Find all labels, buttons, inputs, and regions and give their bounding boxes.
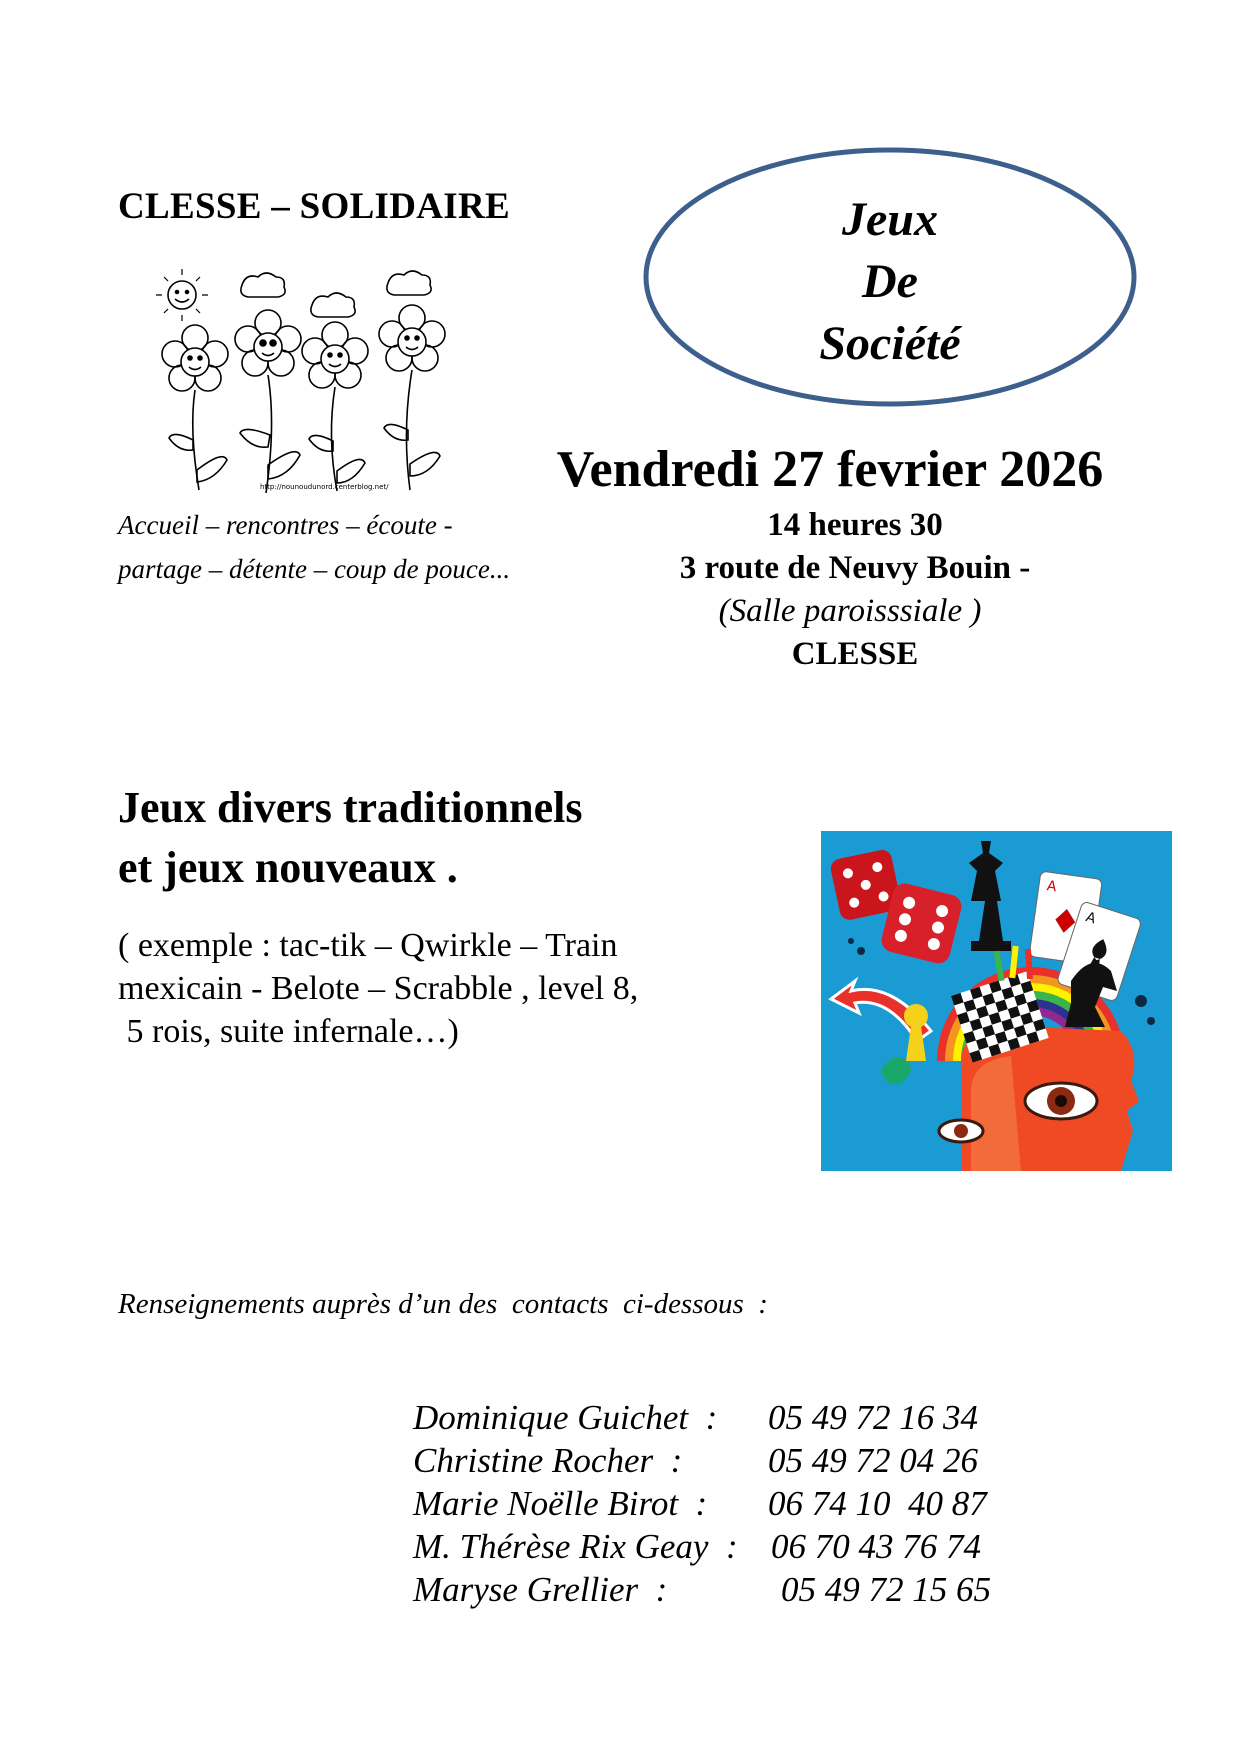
games-heading-line-2: et jeux nouveaux . bbox=[118, 843, 458, 892]
examples-line-1: ( exemple : tac-tik – Qwirkle – Train bbox=[118, 927, 618, 964]
event-time: 14 heures 30 bbox=[767, 507, 943, 543]
event-address: 3 route de Neuvy Bouin - bbox=[679, 550, 1031, 586]
contact-name: Christine Rocher : bbox=[413, 1441, 683, 1480]
event-title-line-1: Jeux bbox=[842, 193, 938, 246]
contact-phone: 05 49 72 16 34 bbox=[768, 1398, 978, 1437]
contact-phone: 05 49 72 15 65 bbox=[781, 1570, 991, 1609]
contact-phone: 05 49 72 04 26 bbox=[768, 1441, 978, 1480]
contact-phone: 06 70 43 76 74 bbox=[771, 1527, 981, 1566]
board-games-illustration bbox=[821, 831, 1172, 1171]
svg-text:A: A bbox=[1083, 909, 1098, 928]
contact-name: Marie Noëlle Birot : bbox=[413, 1484, 708, 1523]
tagline-line-1: Accueil – rencontres – écoute - bbox=[118, 510, 453, 540]
examples-line-3: 5 rois, suite infernale…) bbox=[118, 1013, 459, 1050]
games-heading-line-1: Jeux divers traditionnels bbox=[118, 783, 583, 832]
contact-phone: 06 74 10 40 87 bbox=[768, 1484, 987, 1523]
event-date: Vendredi 27 fevrier 2026 bbox=[556, 441, 1104, 498]
info-text: Renseignements auprès d’un des contacts ci-dessous : bbox=[118, 1288, 768, 1320]
organization-title: CLESSE – SOLIDAIRE bbox=[118, 186, 510, 227]
tagline-line-2: partage – détente – coup de pouce... bbox=[118, 554, 511, 584]
event-title bbox=[642, 0, 1138, 420]
flowers-caption: http://nounoudunord.centerblog.net/ bbox=[260, 483, 389, 491]
event-title-line-2: De bbox=[862, 255, 918, 308]
games-heading bbox=[118, 778, 582, 898]
games-examples bbox=[118, 924, 638, 1053]
flowers-illustration bbox=[150, 265, 480, 493]
event-title-line-3: Société bbox=[819, 317, 961, 370]
contact-name: Dominique Guichet : bbox=[413, 1398, 718, 1437]
event-room: (Salle paroisssiale ) bbox=[718, 593, 982, 629]
event-town: CLESSE bbox=[791, 636, 919, 672]
contact-name: M. Thérèse Rix Geay : bbox=[413, 1527, 738, 1566]
svg-text:A: A bbox=[1045, 878, 1058, 896]
contact-name: Maryse Grellier : bbox=[413, 1570, 668, 1609]
examples-line-2: mexicain - Belote – Scrabble , level 8, bbox=[118, 970, 639, 1007]
